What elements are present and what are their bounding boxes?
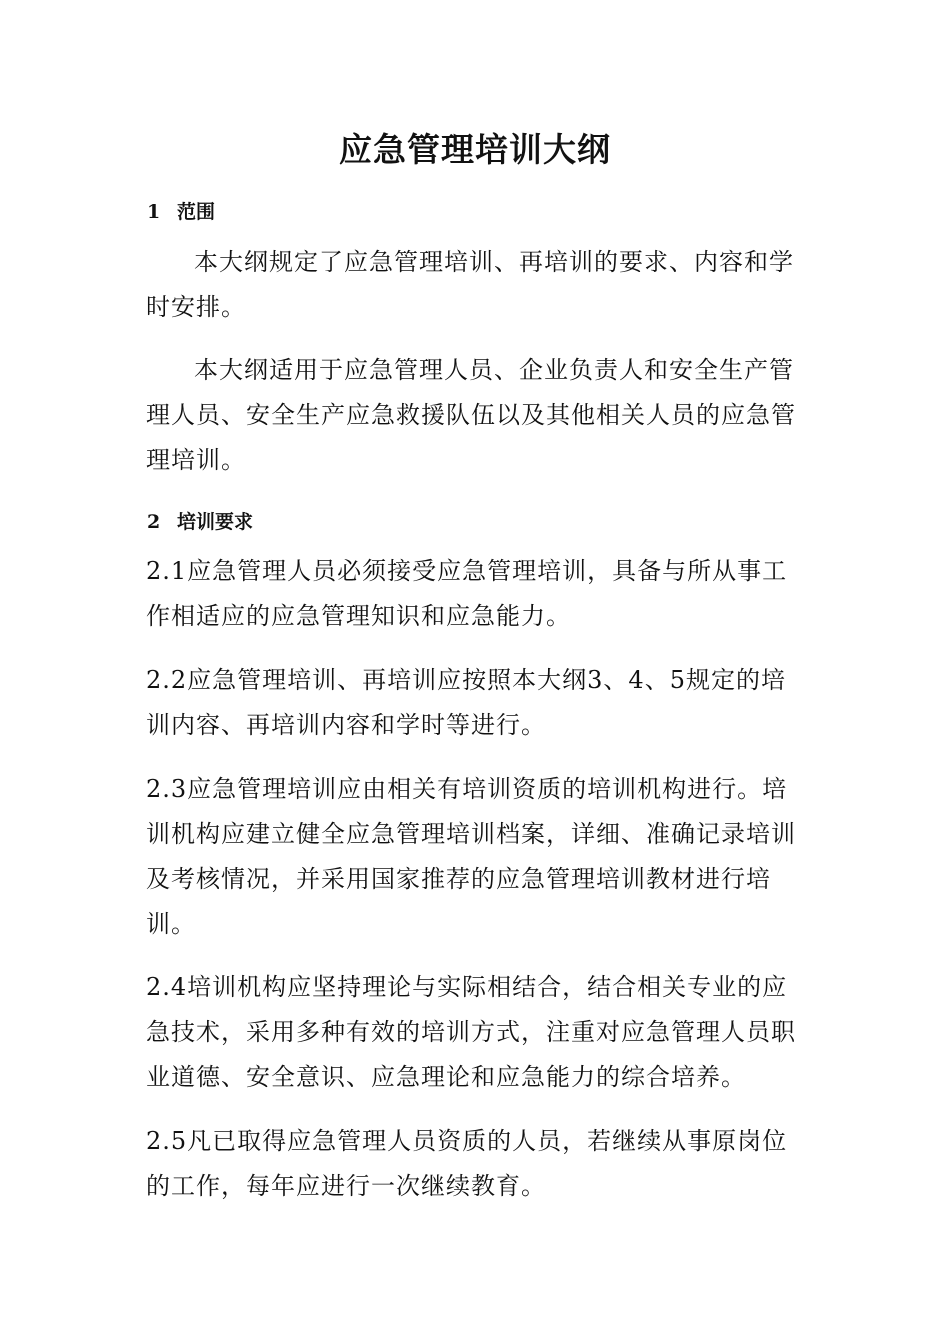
paragraph: 本大纲规定了应急管理培训、再培训的要求、内容和学时安排。 [146, 248, 794, 321]
section-number: 1 [147, 201, 161, 223]
document-title: 应急管理培训大纲 [339, 130, 611, 169]
section-number: 2 [147, 511, 161, 533]
paragraph: 2.2应急管理培训、再培训应按照本大纲3、4、5规定的培训内容、再培训内容和学时等进行。 [146, 666, 786, 739]
section-title: 培训要求 [177, 511, 254, 533]
paragraph: 2.3应急管理培训应由相关有培训资质的培训机构进行。培训机构应建立健全应急管理培训档案，详细、准确记录培训及考核情况，并采用国家推荐的应急管理培训教材进行培训。 [146, 775, 796, 938]
paragraph: 2.4培训机构应坚持理论与实际相结合，结合相关专业的应急技术，采用多种有效的培训方式，注重对应急管理人员职业道德、安全意识、应急理论和应急能力的综合培养。 [146, 973, 796, 1091]
section-title: 范围 [177, 201, 216, 223]
section-heading-scope [147, 198, 215, 226]
section-heading-requirements [147, 508, 253, 536]
paragraph: 2.5凡已取得应急管理人员资质的人员，若继续从事原岗位的工作，每年应进行一次继续教育。 [146, 1127, 788, 1200]
paragraph: 本大纲适用于应急管理人员、企业负责人和安全生产管理人员、安全生产应急救援队伍以及其他相关人员的应急管理培训。 [146, 356, 796, 474]
paragraph: 2.1应急管理人员必须接受应急管理培训，具备与所从事工作相适应的应急管理知识和应急能力。 [146, 557, 788, 630]
